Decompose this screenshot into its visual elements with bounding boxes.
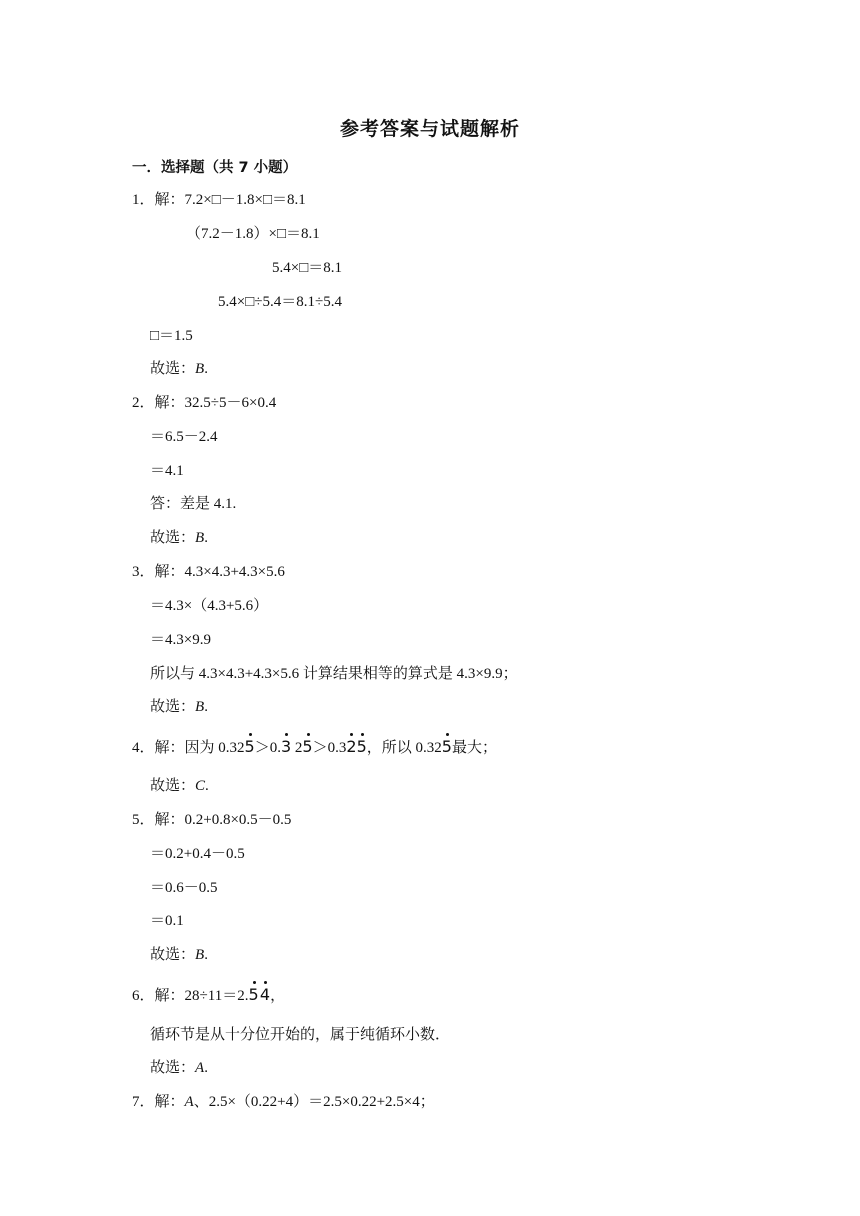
- q2-line-2: ＝6.5－2.4: [150, 429, 218, 445]
- q5-line-1: 5．解：0.2+0.8×0.5－0.5: [132, 812, 292, 828]
- q5-line-2: ＝0.2+0.4－0.5: [150, 846, 245, 862]
- repeating-digit: 5: [244, 737, 255, 756]
- q6-answer: 故选：A.: [150, 1060, 208, 1076]
- q5-line-4: ＝0.1: [150, 913, 184, 929]
- q1-line-2: （7.2－1.8）×□＝8.1: [186, 226, 320, 242]
- q5-line-3: ＝0.6－0.5: [150, 880, 218, 896]
- q6-line-2: 循环节是从十分位开始的，属于纯循环小数．: [150, 1027, 451, 1043]
- q3-label: 3．解：: [132, 564, 185, 580]
- repeating-digit: 5: [248, 985, 259, 1004]
- q1-line-1: 1．解：7.2×□－1.8×□＝8.1: [132, 192, 306, 208]
- q3-answer: 故选：B.: [150, 699, 208, 715]
- repeating-digit: 4: [259, 985, 271, 1004]
- q1-answer: 故选：B.: [150, 361, 208, 377]
- q3-line-2: ＝4.3×（4.3+5.6）: [150, 598, 269, 614]
- q3-line-1: 3．解：4.3×4.3+4.3×5.6: [132, 564, 285, 580]
- repeating-digit: 2: [346, 737, 357, 756]
- repeating-digit: 5: [441, 737, 452, 756]
- q1-line-3: 5.4×□＝8.1: [272, 260, 343, 276]
- q2-answer: 故选：B.: [150, 530, 208, 546]
- q4-label: 4．解：: [132, 740, 185, 756]
- q2-line-3: ＝4.1: [150, 463, 184, 479]
- q3-line-4: 所以与 4.3×4.3+4.3×5.6 计算结果相等的算式是 4.3×9.9；: [150, 666, 518, 682]
- section-heading: 一．选择题（共 7 小题）: [132, 160, 298, 176]
- q2-label: 2．解：: [132, 395, 185, 411]
- q6-line-1: 6．解：28÷11＝2.5 4，: [132, 985, 286, 1004]
- repeating-digit: 5: [356, 737, 367, 756]
- q4-line-1: 4．解：因为 0.325＞0.3 25＞0.325，所以 0.325最大；: [132, 737, 497, 756]
- q1-line-5: □＝1.5: [150, 328, 193, 344]
- q1-line-4: 5.4×□÷5.4＝8.1÷5.4: [218, 294, 342, 310]
- q7-line-1: 7．解：A、2.5×（0.22+4）＝2.5×0.22+2.5×4；: [132, 1094, 435, 1110]
- q6-label: 6．解：: [132, 988, 185, 1004]
- repeating-digit: 3: [280, 737, 292, 756]
- q5-label: 5．解：: [132, 812, 185, 828]
- q4-answer: 故选：C.: [150, 778, 209, 794]
- repeating-digit: 5: [302, 737, 313, 756]
- page-title: 参考答案与试题解析: [339, 118, 520, 140]
- q2-line-4: 答：差是 4.1.: [150, 496, 237, 512]
- q1-label: 1．解：: [132, 192, 185, 208]
- q3-line-3: ＝4.3×9.9: [150, 632, 211, 648]
- q2-line-1: 2．解：32.5÷5－6×0.4: [132, 395, 277, 411]
- q5-answer: 故选：B.: [150, 947, 208, 963]
- q7-label: 7．解：: [132, 1094, 185, 1110]
